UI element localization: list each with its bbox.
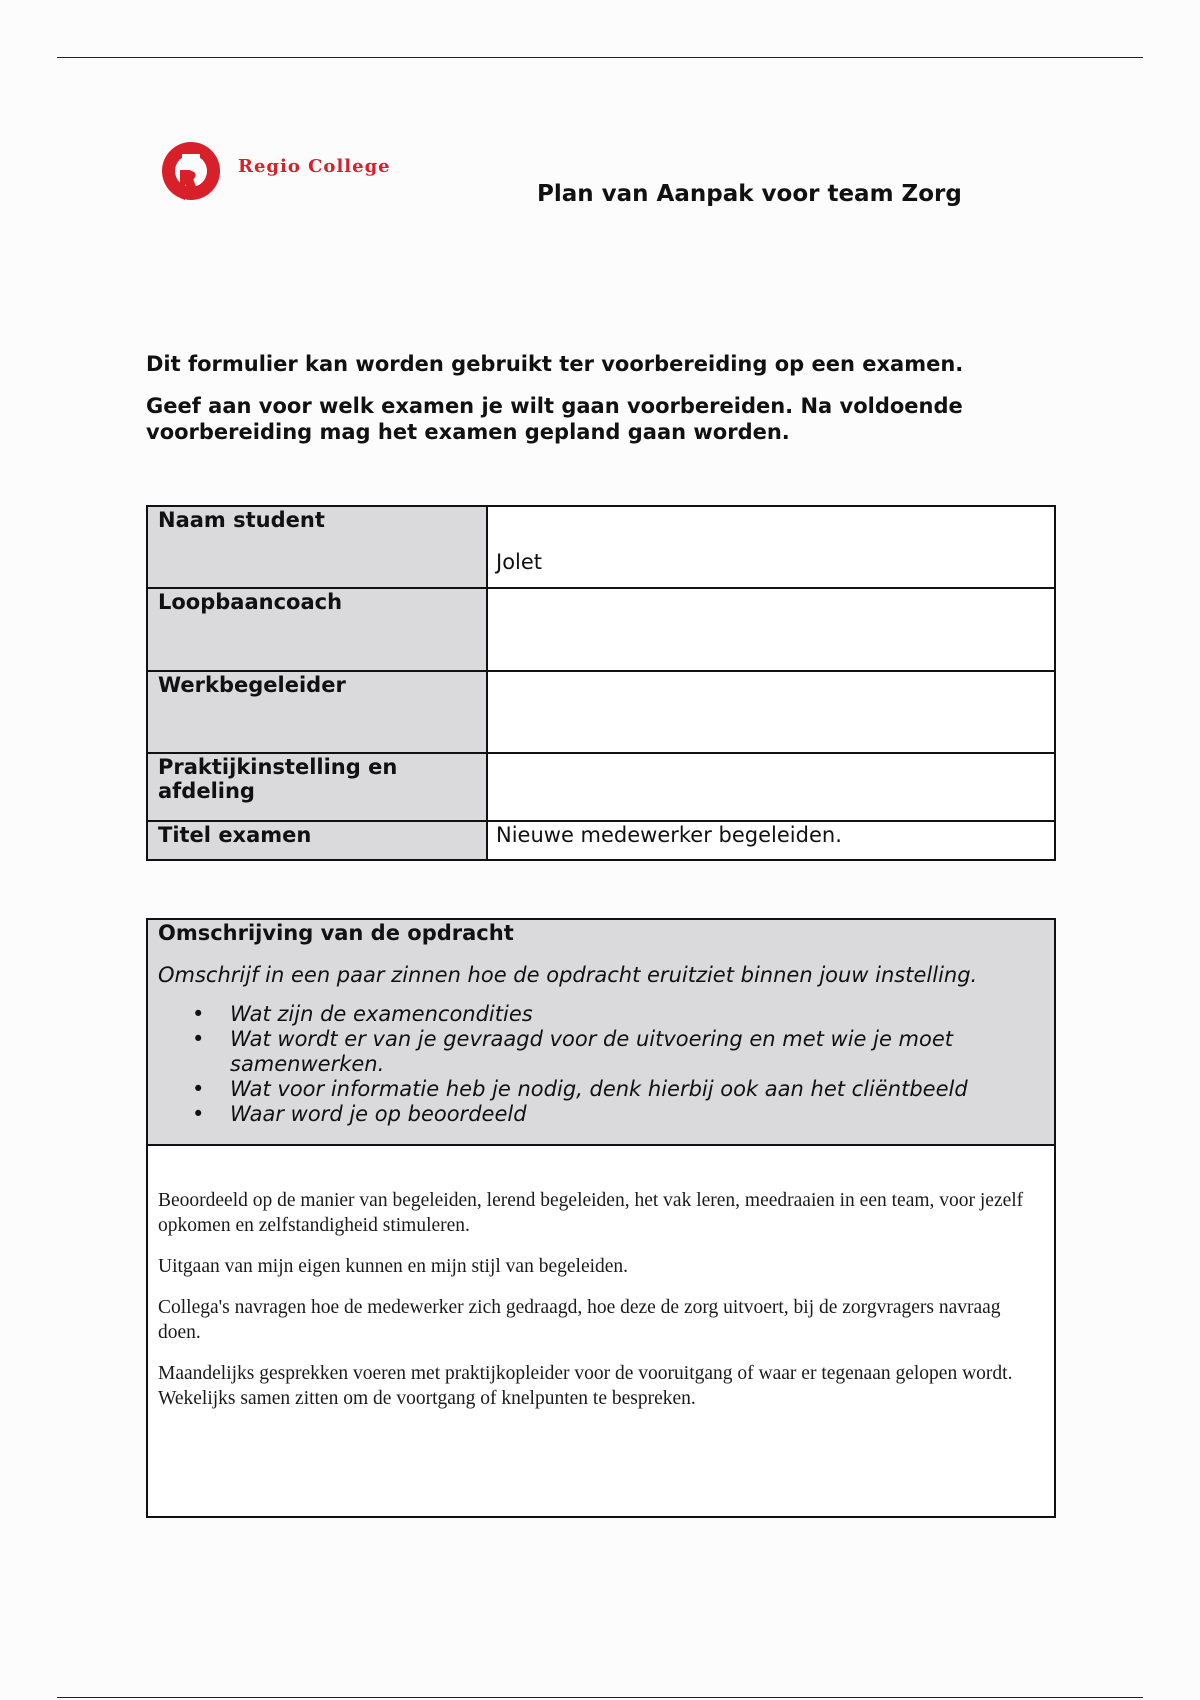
bullet-icon: • <box>192 1027 205 1051</box>
label-naam-student: Naam student <box>147 506 487 588</box>
intro-line-1: Dit formulier kan worden gebruikt ter voorbereiding op een examen. <box>146 352 964 376</box>
table-row <box>147 506 1055 588</box>
bullet-text: Waar word je op beoordeeld <box>230 1102 527 1126</box>
assignment-title: Omschrijving van de opdracht <box>158 921 514 945</box>
assignment-instruction: Omschrijf in een paar zinnen hoe de opdracht eruitziet binnen jouw instelling. <box>158 963 978 987</box>
assignment-answer-field[interactable] <box>148 1146 1054 1516</box>
answer-paragraph: Collega's navragen hoe de medewerker zich gedraagd, hoe deze de zorg uitvoert, bij de zorgvragers navraag doen. <box>158 1297 1001 1343</box>
table-row <box>147 753 1055 821</box>
top-rule <box>57 57 1143 58</box>
bullet-icon: • <box>192 1002 205 1026</box>
bullet-icon: • <box>192 1077 205 1101</box>
field-loopbaancoach[interactable] <box>487 588 1055 671</box>
bullet-icon: • <box>192 1102 205 1126</box>
table-row <box>147 671 1055 753</box>
list-item <box>158 1002 1044 1027</box>
answer-paragraph: Beoordeeld op de manier van begeleiden, lerend begeleiden, het vak leren, meedraaien in een team, voor jezelf opkomen en zelfstandigheid stimuleren. <box>158 1190 1024 1236</box>
list-item <box>158 1102 1044 1127</box>
field-praktijkinstelling[interactable] <box>487 753 1055 821</box>
student-info-table <box>146 505 1056 861</box>
field-werkbegeleider[interactable] <box>487 671 1055 753</box>
table-row <box>147 821 1055 860</box>
field-naam-student[interactable] <box>487 506 1055 588</box>
assignment-box <box>146 918 1056 1518</box>
bottom-rule <box>57 1697 1143 1698</box>
bullet-text: Wat zijn de examencondities <box>230 1002 533 1026</box>
field-titel-examen[interactable]: Nieuwe medewerker begeleiden. <box>487 821 1055 860</box>
answer-paragraph: Uitgaan van mijn eigen kunnen en mijn stijl van begeleiden. <box>158 1256 629 1277</box>
list-item <box>158 1027 1044 1077</box>
regio-college-logo-icon <box>160 140 222 202</box>
answer-paragraph: Maandelijks gesprekken voeren met praktijkopleider voor de vooruitgang of waar er tegenaan gelopen wordt. Wekelijks samen zitten om de voortgang of knelpunten te bespreken. <box>158 1363 1013 1409</box>
bullet-text: Wat voor informatie heb je nodig, denk hierbij ook aan het cliëntbeeld <box>230 1077 968 1101</box>
table-row <box>147 588 1055 671</box>
intro-line-2: Geef aan voor welk examen je wilt gaan voorbereiden. Na voldoende voorbereiding mag het examen gepland gaan worden. <box>146 394 963 444</box>
assignment-header <box>148 920 1054 1146</box>
document-title: Plan van Aanpak voor team Zorg <box>537 181 962 207</box>
bullet-text: Wat wordt er van je gevraagd voor de uitvoering en met wie je moet samenwerken. <box>230 1027 954 1076</box>
logo-text: Regio College <box>238 155 391 177</box>
label-loopbaancoach: Loopbaancoach <box>147 588 487 671</box>
label-werkbegeleider: Werkbegeleider <box>147 671 487 753</box>
label-praktijkinstelling: Praktijkinstelling en afdeling <box>147 753 487 821</box>
assignment-bullet-list <box>158 1002 1044 1127</box>
regio-college-logo <box>160 140 391 202</box>
label-titel-examen: Titel examen <box>147 821 487 860</box>
list-item <box>158 1077 1044 1102</box>
value-naam-student: Jolet <box>496 550 543 574</box>
